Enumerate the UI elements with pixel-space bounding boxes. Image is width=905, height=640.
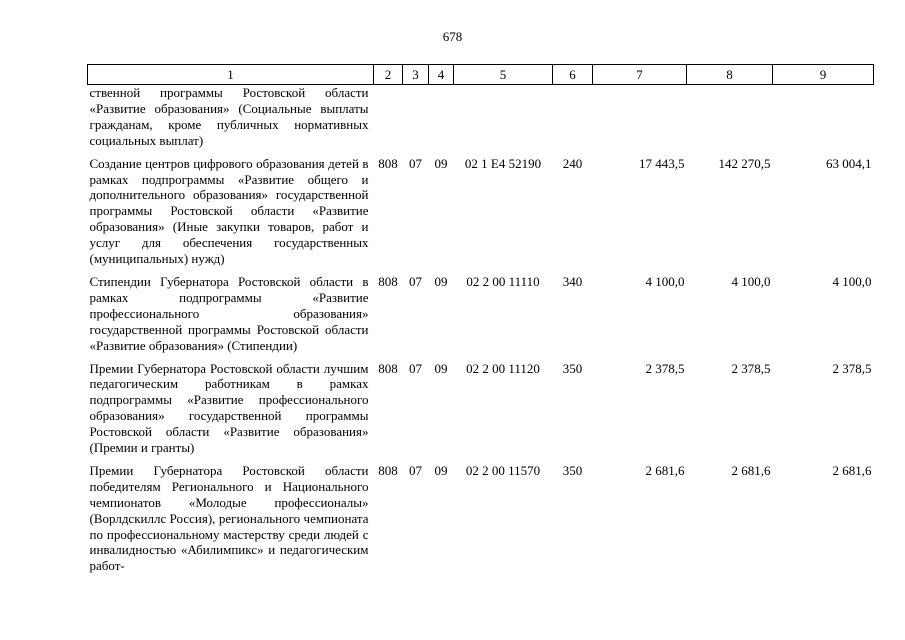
cell-ministry-code: 808 (378, 155, 398, 171)
page-number: 678 (442, 29, 463, 44)
column-header-9: 9 (773, 65, 874, 85)
cell-ministry-code: 808 (378, 273, 398, 289)
cell-amount-col8: 4 100,0 (731, 273, 771, 289)
cell-subsection: 09 (434, 273, 448, 289)
column-header-8: 8 (687, 65, 773, 85)
cell-subsection: 09 (434, 360, 448, 376)
table-row (88, 153, 874, 271)
cell-amount-col7: 2 681,6 (645, 462, 685, 478)
cell-amount-col9: 2 681,6 (832, 462, 872, 478)
cell-amount-col9: 2 378,5 (832, 360, 872, 376)
cell-amount-col8 (687, 85, 773, 153)
cell-amount-col8: 142 270,5 (718, 155, 771, 171)
budget-table (87, 64, 874, 578)
cell-expense-type: 350 (562, 462, 583, 478)
cell-section: 07 (409, 360, 422, 376)
cell-section: 07 (409, 462, 422, 478)
cell-section: 07 (409, 155, 422, 171)
cell-amount-col8: 2 378,5 (731, 360, 771, 376)
cell-amount-col9: 4 100,0 (832, 273, 872, 289)
table-header-row (88, 65, 874, 85)
column-header-7: 7 (593, 65, 687, 85)
table-row (88, 271, 874, 358)
cell-amount-col7: 2 378,5 (645, 360, 685, 376)
budget-table-container (87, 64, 873, 578)
column-header-3: 3 (403, 65, 429, 85)
cell-expense-type: 340 (562, 273, 583, 289)
row-description: ственной программы Ростовской области «Развитие образования» (Социальные выплаты гражданам, кроме публичных нормативных социальных выплат) (89, 85, 369, 148)
row-description: Премии Губернатора Ростовской области лучшим педагогическим работникам в рамках подпрограммы «Развитие профессионального образования» государственной программы Ростовской области «Развитие образования» (Премии и гранты) (89, 360, 369, 456)
cell-expense-type: 350 (562, 360, 583, 376)
column-header-5: 5 (454, 65, 553, 85)
table-row (88, 460, 874, 578)
cell-target-article: 02 2 00 11110 (466, 273, 540, 289)
cell-target-article: 02 2 00 11570 (465, 462, 541, 478)
cell-amount-col7: 4 100,0 (645, 273, 685, 289)
cell-amount-col7 (593, 85, 687, 153)
cell-amount-col7: 17 443,5 (639, 155, 685, 171)
cell-section (403, 85, 429, 153)
column-header-6: 6 (553, 65, 593, 85)
cell-target-article: 02 2 00 11120 (466, 360, 540, 376)
column-header-1: 1 (88, 65, 374, 85)
table-row (88, 358, 874, 460)
cell-subsection: 09 (434, 155, 448, 171)
cell-ministry-code: 808 (378, 462, 398, 478)
cell-expense-type (553, 85, 593, 153)
table-row (88, 85, 874, 153)
cell-amount-col9: 63 004,1 (826, 155, 872, 171)
cell-ministry-code: 808 (378, 360, 398, 376)
cell-subsection: 09 (434, 462, 448, 478)
cell-subsection (429, 85, 454, 153)
row-description: Создание центров цифрового образования детей в рамках подпрограммы «Развитие общего и дополнительного образования» государственной программы Ростовской области «Развитие образования» (Иные закупки товаров, работ и услуг для обеспечения государственных (муниципальных) нужд) (89, 155, 369, 267)
row-description: Премии Губернатора Ростовской области победителям Регионального и Национального чемпионатов «Молодые профессионалы» (Ворлдскиллс Россия), регионального чемпионата по профессиональному мастерству среди людей с инвалидностью «Абилимпикс» и педагогическим работ- (89, 462, 369, 574)
cell-amount-col8: 2 681,6 (731, 462, 771, 478)
column-header-4: 4 (429, 65, 454, 85)
cell-amount-col9 (773, 85, 874, 153)
row-description: Стипендии Губернатора Ростовской области в рамках подпрограммы «Развитие профессионального образования» государственной программы Ростовской области «Развитие образования» (Стипендии) (89, 273, 369, 353)
cell-expense-type: 240 (562, 155, 583, 171)
cell-ministry-code (374, 85, 403, 153)
cell-target-article: 02 1 E4 52190 (464, 155, 542, 171)
column-header-2: 2 (374, 65, 403, 85)
cell-section: 07 (409, 273, 422, 289)
cell-target-article (454, 85, 553, 153)
